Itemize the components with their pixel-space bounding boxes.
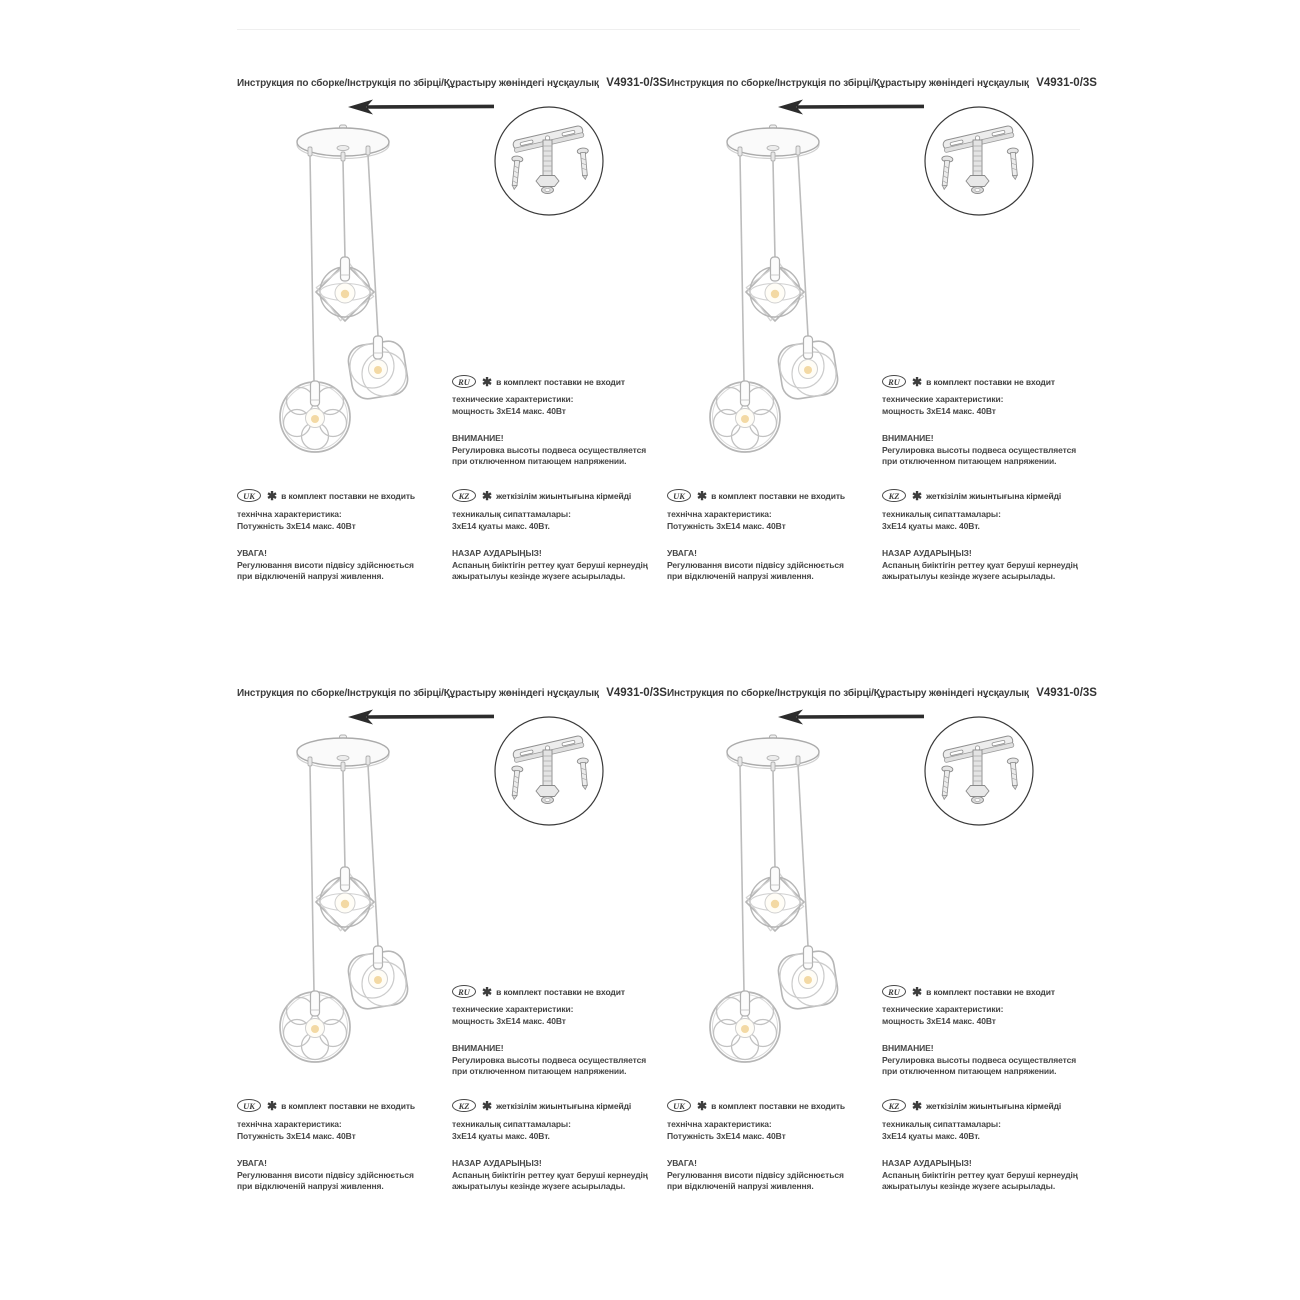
kz-note-text: жеткізілім жиынтығына кірмейді [926, 1100, 1062, 1111]
kz-country-badge: KZ [452, 1099, 476, 1112]
kz-warning-line2: ажыратылуы кезінде жүзеге асырылады. [882, 1181, 1056, 1191]
asterisk-icon: ✱ [697, 488, 708, 503]
ru-warning-line1: Регулировка высоты подвеса осуществляется [452, 1054, 647, 1065]
asterisk-icon: ✱ [697, 1098, 708, 1113]
asterisk-icon: ✱ [912, 374, 923, 389]
left-arrow-icon [778, 100, 924, 115]
uk-note-text: в комплект поставки не входить [711, 490, 846, 501]
uk-specs-label: технічна характеристика: [237, 1119, 342, 1129]
mounting-bracket-detail [925, 107, 1033, 215]
left-arrow-icon [778, 710, 924, 725]
uk-note-row [667, 1099, 845, 1112]
kz-warning-line2: ажыратылуы кезінде жүзеге асырылады. [452, 1181, 626, 1191]
ru-note-row [882, 375, 1055, 388]
uk-note-text: в комплект поставки не входить [281, 490, 416, 501]
ru-specs-label: технические характеристики: [882, 394, 1004, 404]
ru-warning-title: ВНИМАНИЕ! [882, 433, 934, 443]
ru-warning-line2: при отключенном питающем напряжении. [452, 456, 627, 466]
ru-specs [452, 1004, 573, 1027]
kz-note-row [452, 1099, 631, 1112]
ru-country-badge: RU [452, 985, 476, 998]
uk-warning-line2: при відключеній напрузі живлення. [667, 571, 814, 581]
kz-specs-value: 3хЕ14 қуаты макс. 40Вт. [882, 1130, 980, 1141]
uk-country-badge: UK [237, 489, 261, 502]
ceiling-canopy [297, 735, 389, 771]
left-arrow-icon [348, 710, 494, 725]
pendant-lamp-illustration [280, 735, 410, 1062]
uk-note-row [667, 489, 845, 502]
cage-shade-diamond [742, 257, 808, 325]
ceiling-canopy [727, 735, 819, 771]
uk-warning [237, 548, 414, 583]
uk-specs [667, 1119, 786, 1142]
ru-specs-value: мощность 3хЕ14 макс. 40Вт [882, 1015, 996, 1026]
kz-note-row [882, 1099, 1061, 1112]
ru-warning [882, 433, 1076, 468]
ru-note-text: в комплект поставки не входит [496, 986, 625, 997]
uk-warning-line2: при відключеній напрузі живлення. [667, 1181, 814, 1191]
ru-note-row [882, 985, 1055, 998]
kz-warning-line2: ажыратылуы кезінде жүзеге асырылады. [882, 571, 1056, 581]
uk-warning-line2: при відключеній напрузі живлення. [237, 1181, 384, 1191]
ru-specs-label: технические характеристики: [452, 1004, 574, 1014]
kz-note-text: жеткізілім жиынтығына кірмейді [496, 1100, 632, 1111]
kz-warning-line1: Аспаның биіктігін реттеу қуат беруші кернеудің [882, 559, 1078, 570]
ru-warning [452, 433, 646, 468]
uk-specs-value: Потужність 3хЕ14 макс. 40Вт [237, 1130, 356, 1141]
uk-warning-title: УВАГА! [237, 548, 267, 558]
kz-specs-label: техникалық сипаттамалары: [882, 1119, 1001, 1129]
kz-country-badge: KZ [882, 1099, 906, 1112]
ru-note-row [452, 985, 625, 998]
kz-note-text: жеткізілім жиынтығына кірмейді [496, 490, 632, 501]
uk-country-badge: UK [667, 1099, 691, 1112]
uk-warning [667, 548, 844, 583]
sheet-title-text: Инструкция по сборке/Інструкція по збірці/Құрастыру жөніндегі нұсқаулық [667, 78, 1029, 89]
kz-specs [452, 1119, 571, 1142]
instruction-sheet-4 [660, 670, 1097, 1230]
ru-note-text: в комплект поставки не входит [496, 376, 625, 387]
model-number: V4931-0/3S [606, 687, 667, 699]
assembly-illustration [660, 60, 1090, 480]
left-arrow-icon [348, 100, 494, 115]
uk-country-badge: UK [237, 1099, 261, 1112]
kz-note-row [452, 489, 631, 502]
ru-warning-line2: при отключенном питающем напряжении. [452, 1066, 627, 1076]
ceiling-canopy [727, 125, 819, 161]
uk-specs-label: технічна характеристика: [237, 509, 342, 519]
kz-warning-line2: ажыратылуы кезінде жүзеге асырылады. [452, 571, 626, 581]
kz-specs-value: 3хЕ14 қуаты макс. 40Вт. [452, 1130, 550, 1141]
kz-warning [882, 548, 1078, 583]
cage-shade-diamond [312, 257, 378, 325]
uk-warning [667, 1158, 844, 1193]
uk-warning [237, 1158, 414, 1193]
ru-warning-line1: Регулировка высоты подвеса осуществляется [882, 444, 1077, 455]
model-number: V4931-0/3S [1036, 77, 1097, 89]
ru-specs-value: мощность 3хЕ14 макс. 40Вт [452, 1015, 566, 1026]
asterisk-icon: ✱ [912, 488, 923, 503]
kz-country-badge: KZ [882, 489, 906, 502]
cage-shade-cube [776, 336, 840, 401]
cage-shade-cube [346, 336, 410, 401]
kz-warning [452, 1158, 648, 1193]
asterisk-icon: ✱ [482, 374, 493, 389]
kz-specs-label: техникалық сипаттамалары: [452, 509, 571, 519]
kz-specs [882, 509, 1001, 532]
kz-warning-line1: Аспаның биіктігін реттеу қуат беруші кернеудің [882, 1169, 1078, 1180]
ru-warning-line2: при отключенном питающем напряжении. [882, 1066, 1057, 1076]
ru-warning-line2: при отключенном питающем напряжении. [882, 456, 1057, 466]
uk-specs-value: Потужність 3хЕ14 макс. 40Вт [237, 520, 356, 531]
ru-note-row [452, 375, 625, 388]
ru-specs [882, 394, 1003, 417]
assembly-illustration [230, 60, 660, 480]
cage-shade-diamond [312, 867, 378, 935]
page-crop-line [237, 29, 1080, 30]
kz-specs [452, 509, 571, 532]
ru-specs [452, 394, 573, 417]
ru-warning-title: ВНИМАНИЕ! [452, 433, 504, 443]
uk-specs [667, 509, 786, 532]
cage-shade-wheel [280, 991, 350, 1062]
cage-shade-wheel [280, 381, 350, 452]
assembly-illustration [660, 670, 1090, 1090]
kz-warning-line1: Аспаның биіктігін реттеу қуат беруші кернеудің [452, 559, 648, 570]
asterisk-icon: ✱ [267, 488, 278, 503]
ru-country-badge: RU [882, 985, 906, 998]
cage-shade-cube [346, 946, 410, 1011]
kz-warning [452, 548, 648, 583]
ru-warning-title: ВНИМАНИЕ! [882, 1043, 934, 1053]
uk-specs [237, 509, 356, 532]
kz-specs [882, 1119, 1001, 1142]
kz-warning-title: НАЗАР АУДАРЫҢЫЗ! [452, 1158, 542, 1168]
ru-warning [452, 1043, 646, 1078]
kz-specs-value: 3хЕ14 қуаты макс. 40Вт. [452, 520, 550, 531]
uk-specs [237, 1119, 356, 1142]
sheet-title-text: Инструкция по сборке/Інструкція по збірці/Құрастыру жөніндегі нұсқаулық [237, 688, 599, 699]
asterisk-icon: ✱ [482, 488, 493, 503]
kz-warning-line1: Аспаның биіктігін реттеу қуат беруші кернеудің [452, 1169, 648, 1180]
ru-specs-label: технические характеристики: [882, 1004, 1004, 1014]
uk-note-row [237, 1099, 415, 1112]
uk-note-row [237, 489, 415, 502]
ru-warning-line1: Регулировка высоты подвеса осуществляется [882, 1054, 1077, 1065]
ru-country-badge: RU [452, 375, 476, 388]
model-number: V4931-0/3S [1036, 687, 1097, 699]
asterisk-icon: ✱ [482, 1098, 493, 1113]
kz-specs-value: 3хЕ14 қуаты макс. 40Вт. [882, 520, 980, 531]
kz-warning-title: НАЗАР АУДАРЫҢЫЗ! [882, 1158, 972, 1168]
uk-note-text: в комплект поставки не входить [711, 1100, 846, 1111]
mounting-bracket-detail [495, 717, 603, 825]
kz-warning [882, 1158, 1078, 1193]
uk-specs-label: технічна характеристика: [667, 509, 772, 519]
assembly-illustration [230, 670, 660, 1090]
mounting-bracket-detail [495, 107, 603, 215]
ru-warning-title: ВНИМАНИЕ! [452, 1043, 504, 1053]
model-number: V4931-0/3S [606, 77, 667, 89]
pendant-lamp-illustration [710, 125, 840, 452]
uk-warning-line1: Регулювання висоти підвісу здійснюється [237, 1169, 414, 1180]
ru-specs [882, 1004, 1003, 1027]
ru-note-text: в комплект поставки не входит [926, 986, 1055, 997]
asterisk-icon: ✱ [912, 1098, 923, 1113]
instruction-sheet-2 [660, 60, 1097, 620]
ru-note-text: в комплект поставки не входит [926, 376, 1055, 387]
kz-note-row [882, 489, 1061, 502]
uk-warning-title: УВАГА! [667, 1158, 697, 1168]
cage-shade-wheel [710, 381, 780, 452]
uk-note-text: в комплект поставки не входить [281, 1100, 416, 1111]
kz-specs-label: техникалық сипаттамалары: [882, 509, 1001, 519]
ru-warning-line1: Регулировка высоты подвеса осуществляется [452, 444, 647, 455]
pendant-lamp-illustration [710, 735, 840, 1062]
instruction-sheet-3 [230, 670, 667, 1230]
uk-specs-value: Потужність 3хЕ14 макс. 40Вт [667, 520, 786, 531]
uk-warning-title: УВАГА! [667, 548, 697, 558]
kz-note-text: жеткізілім жиынтығына кірмейді [926, 490, 1062, 501]
kz-specs-label: техникалық сипаттамалары: [452, 1119, 571, 1129]
ru-specs-label: технические характеристики: [452, 394, 574, 404]
ceiling-canopy [297, 125, 389, 161]
kz-warning-title: НАЗАР АУДАРЫҢЫЗ! [452, 548, 542, 558]
uk-warning-line1: Регулювання висоти підвісу здійснюється [237, 559, 414, 570]
instruction-sheet-1 [230, 60, 667, 620]
ru-specs-value: мощность 3хЕ14 макс. 40Вт [452, 405, 566, 416]
cage-shade-wheel [710, 991, 780, 1062]
ru-country-badge: RU [882, 375, 906, 388]
uk-warning-title: УВАГА! [237, 1158, 267, 1168]
asterisk-icon: ✱ [482, 984, 493, 999]
ru-specs-value: мощность 3хЕ14 макс. 40Вт [882, 405, 996, 416]
uk-warning-line1: Регулювання висоти підвісу здійснюється [667, 559, 844, 570]
uk-warning-line1: Регулювання висоти підвісу здійснюється [667, 1169, 844, 1180]
uk-specs-value: Потужність 3хЕ14 макс. 40Вт [667, 1130, 786, 1141]
kz-warning-title: НАЗАР АУДАРЫҢЫЗ! [882, 548, 972, 558]
mounting-bracket-detail [925, 717, 1033, 825]
asterisk-icon: ✱ [912, 984, 923, 999]
cage-shade-diamond [742, 867, 808, 935]
ru-warning [882, 1043, 1076, 1078]
sheet-title-text: Инструкция по сборке/Інструкція по збірці/Құрастыру жөніндегі нұсқаулық [237, 78, 599, 89]
asterisk-icon: ✱ [267, 1098, 278, 1113]
uk-warning-line2: при відключеній напрузі живлення. [237, 571, 384, 581]
kz-country-badge: KZ [452, 489, 476, 502]
uk-country-badge: UK [667, 489, 691, 502]
pendant-lamp-illustration [280, 125, 410, 452]
cage-shade-cube [776, 946, 840, 1011]
uk-specs-label: технічна характеристика: [667, 1119, 772, 1129]
sheet-title-text: Инструкция по сборке/Інструкція по збірці/Құрастыру жөніндегі нұсқаулық [667, 688, 1029, 699]
